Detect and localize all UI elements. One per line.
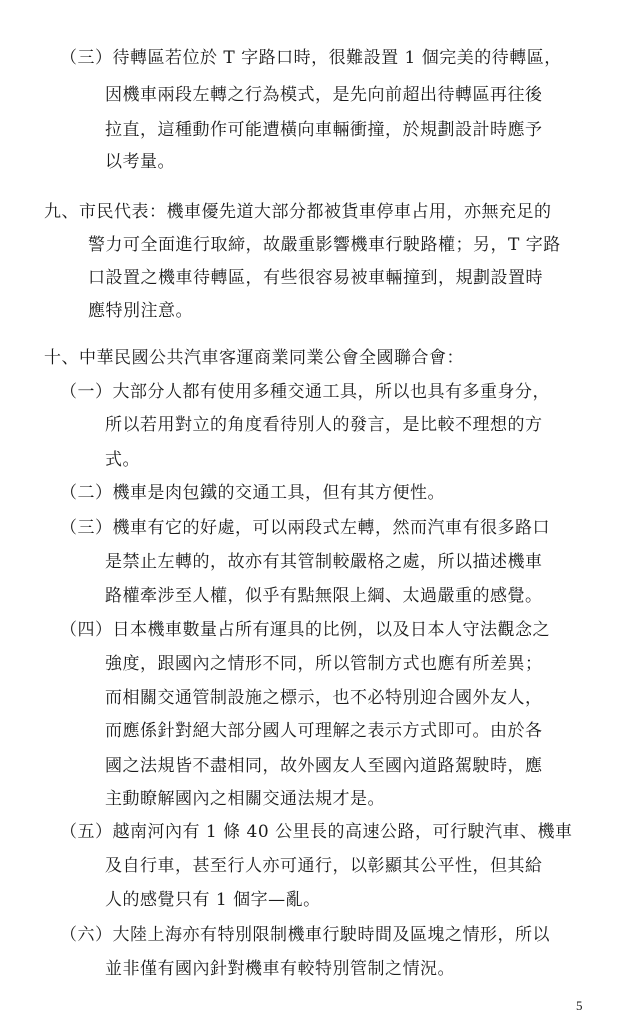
text-line: （五）越南河內有 1 條 40 公里長的高速公路，可行駛汽車、機車 <box>60 822 573 842</box>
text-line: 而相關交通管制設施之標示，也不必特別迎合國外友人， <box>105 688 543 708</box>
text-line: 應特別注意。 <box>88 301 193 321</box>
text-line: （四）日本機車數量占所有運具的比例，以及日本人守法觀念之 <box>60 620 550 640</box>
text-line: （六）大陸上海亦有特別限制機車行駛時間及區塊之情形，所以 <box>60 925 550 945</box>
text-line: 國之法規皆不盡相同，故外國友人至國內道路駕駛時，應 <box>105 756 543 776</box>
text-line: 主動瞭解國內之相關交通法規才是。 <box>105 789 385 809</box>
page-number: 5 <box>576 998 583 1013</box>
text-line: 而應係針對絕大部分國人可理解之表示方式即可。由於各 <box>105 721 543 741</box>
text-line: 以考量。 <box>105 152 175 172</box>
text-line: 口設置之機車待轉區，有些很容易被車輛撞到，規劃設置時 <box>88 268 543 288</box>
text-line: 路權牽涉至人權，似乎有點無限上綱、太過嚴重的感覺。 <box>105 586 543 606</box>
text-line: 強度，跟國內之情形不同，所以管制方式也應有所差異； <box>105 654 543 674</box>
text-line: 警力可全面進行取締，故嚴重影響機車行駛路權；另，T 字路 <box>88 235 561 255</box>
text-line: （三）機車有它的好處，可以兩段式左轉，然而汽車有很多路口 <box>60 518 550 538</box>
text-line: （一）大部分人都有使用多種交通工具，所以也具有多重身分， <box>60 382 550 402</box>
text-line: 所以若用對立的角度看待別人的發言，是比較不理想的方 <box>105 415 543 435</box>
text-line: 拉直，這種動作可能遭橫向車輛衝撞，於規劃設計時應予 <box>105 120 543 140</box>
text-line: 並非僅有國內針對機車有較特別管制之情況。 <box>105 959 455 979</box>
text-line: 式。 <box>105 450 140 470</box>
text-line: 人的感覺只有 1 個字—亂。 <box>105 890 321 910</box>
text-line: 因機車兩段左轉之行為模式，是先向前超出待轉區再往後 <box>105 85 543 105</box>
section-heading: 十、中華民國公共汽車客運商業同業公會全國聯合會： <box>44 348 464 368</box>
text-line: 九、市民代表：機車優先道大部分都被貨車停車占用，亦無充足的 <box>44 202 552 222</box>
text-line: （二）機車是肉包鐵的交通工具，但有其方便性。 <box>60 483 445 503</box>
text-line: 及自行車，甚至行人亦可通行，以彰顯其公平性，但其給 <box>105 856 543 876</box>
text-line: （三）待轉區若位於 T 字路口時，很難設置 1 個完美的待轉區， <box>60 48 562 68</box>
text-line: 是禁止左轉的，故亦有其管制較嚴格之處，所以描述機車 <box>105 552 543 572</box>
